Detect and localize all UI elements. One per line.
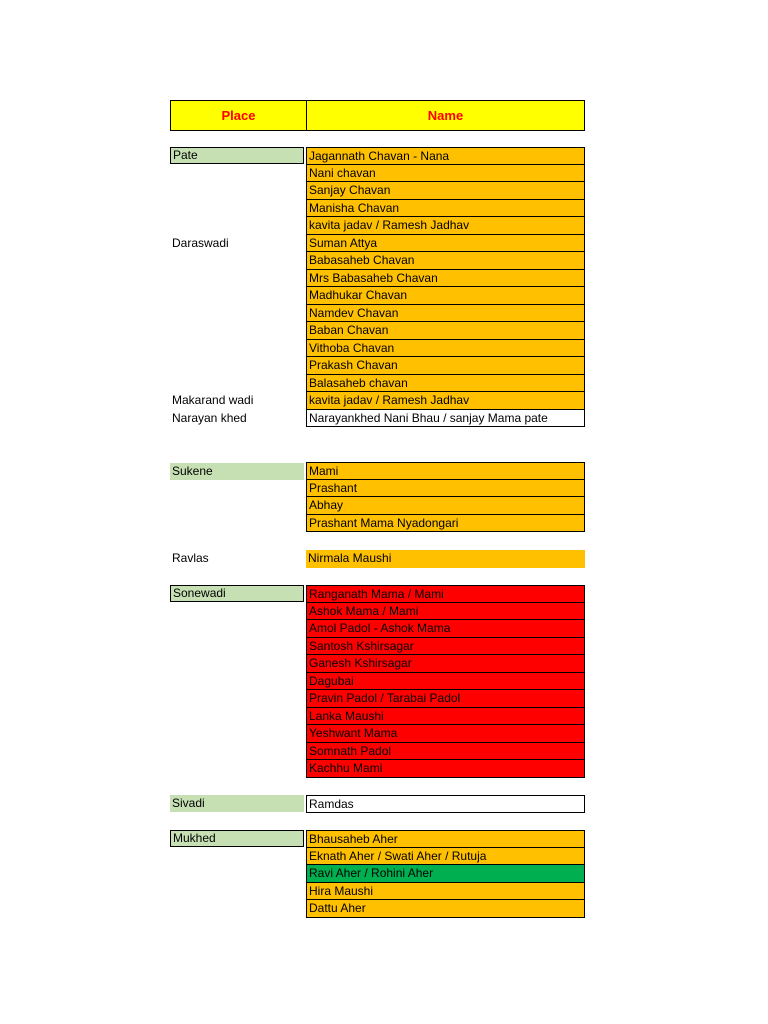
name-cell: Eknath Aher / Swati Aher / Rutuja bbox=[306, 848, 585, 866]
name-cell: Ashok Mama / Mami bbox=[306, 603, 585, 621]
name-cell: Mami bbox=[306, 462, 585, 480]
name-cell: Sanjay Chavan bbox=[306, 182, 585, 200]
name-cell: Santosh Kshirsagar bbox=[306, 638, 585, 656]
place-pate: Pate bbox=[170, 147, 304, 164]
name-cell: Nani chavan bbox=[306, 165, 585, 183]
name-cell: Babasaheb Chavan bbox=[306, 252, 585, 270]
name-cell: Suman Attya bbox=[306, 235, 585, 253]
header-name: Name bbox=[306, 100, 585, 131]
name-cell: Dattu Aher bbox=[306, 900, 585, 918]
place-sukene: Sukene bbox=[170, 463, 304, 480]
name-cell: Kachhu Mami bbox=[306, 760, 585, 778]
name-cell: Bhausaheb Aher bbox=[306, 830, 585, 848]
name-cell: Ramdas bbox=[306, 795, 585, 813]
place-mukhed: Mukhed bbox=[170, 830, 304, 847]
name-cell: Namdev Chavan bbox=[306, 305, 585, 323]
name-cell: Pravin Padol / Tarabai Padol bbox=[306, 690, 585, 708]
name-cell: Nirmala Maushi bbox=[306, 550, 585, 568]
place-sivadi: Sivadi bbox=[170, 795, 304, 812]
name-cell: Ranganath Mama / Mami bbox=[306, 585, 585, 603]
name-cell: Lanka Maushi bbox=[306, 708, 585, 726]
name-cell: kavita jadav / Ramesh Jadhav bbox=[306, 217, 585, 235]
name-cell: Amol Padol - Ashok Mama bbox=[306, 620, 585, 638]
name-cell: Prakash Chavan bbox=[306, 357, 585, 375]
place-ravlas: Ravlas bbox=[172, 551, 209, 565]
name-cell: Jagannath Chavan - Nana bbox=[306, 147, 585, 165]
name-cell: Manisha Chavan bbox=[306, 200, 585, 218]
name-cell: Prashant bbox=[306, 480, 585, 498]
name-cell: Mrs Babasaheb Chavan bbox=[306, 270, 585, 288]
name-cell: Yeshwant Mama bbox=[306, 725, 585, 743]
name-cell: Baban Chavan bbox=[306, 322, 585, 340]
name-cell: Ganesh Kshirsagar bbox=[306, 655, 585, 673]
name-cell: Vithoba Chavan bbox=[306, 340, 585, 358]
place-daraswadi: Daraswadi bbox=[172, 236, 229, 250]
header-place: Place bbox=[170, 100, 307, 131]
name-cell: kavita jadav / Ramesh Jadhav bbox=[306, 392, 585, 410]
name-cell: Abhay bbox=[306, 497, 585, 515]
name-cell: Hira Maushi bbox=[306, 883, 585, 901]
name-cell: Somnath Padol bbox=[306, 743, 585, 761]
place-sonewadi: Sonewadi bbox=[170, 585, 304, 602]
name-cell: Narayankhed Nani Bhau / sanjay Mama pate bbox=[306, 410, 585, 428]
name-cell: Balasaheb chavan bbox=[306, 375, 585, 393]
name-cell: Ravi Aher / Rohini Aher bbox=[306, 865, 585, 883]
name-cell: Madhukar Chavan bbox=[306, 287, 585, 305]
name-cell: Dagubai bbox=[306, 673, 585, 691]
place-narayan-khed: Narayan khed bbox=[172, 411, 247, 425]
name-cell: Prashant Mama Nyadongari bbox=[306, 515, 585, 533]
place-makarand-wadi: Makarand wadi bbox=[172, 393, 254, 407]
